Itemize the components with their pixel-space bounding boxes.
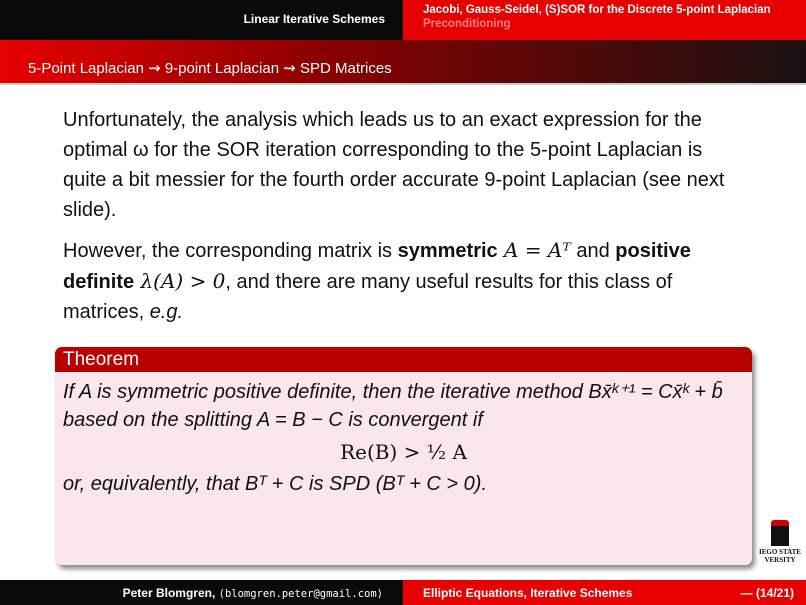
text: However, the corresponding matrix is: [63, 240, 398, 262]
text: and: [570, 240, 616, 262]
math: A = Aᵀ: [497, 238, 571, 262]
subsection-current[interactable]: Jacobi, Gauss-Seidel, (S)SOR for the Discrete 5-point Laplacian: [423, 4, 771, 16]
subsection-preconditioning[interactable]: Preconditioning: [423, 18, 511, 30]
theorem-body: [55, 372, 752, 565]
author-email: ⟨blomgren.peter@gmail.com⟩: [218, 588, 383, 600]
paragraph-2: [63, 235, 743, 327]
logo-text: IEGO STATE VERSITY: [759, 548, 801, 564]
math: λ(A) > 0: [134, 269, 226, 293]
footer-bar: [0, 580, 806, 605]
paragraph-1: Unfortunately, the analysis which leads us to an exact expression for the optimal ω for the SOR iteration corresponding to the 5-point Laplacian is quite a bit messier for the fourth order accurate 9-point Laplacian (see next slide).: [63, 109, 725, 221]
header-bar: [0, 0, 806, 40]
slide-body: [63, 105, 743, 337]
author-name: Peter Blomgren,: [122, 586, 219, 600]
theorem-statement: If A is symmetric positive definite, then the iterative method Bx̄ᵏ⁺¹ = Cx̄ᵏ + b̄ based on the splitting A = B − C is convergent if: [63, 381, 723, 431]
theorem-title: Theorem: [55, 347, 752, 372]
university-logo: [757, 520, 803, 566]
page-number: — (14/21): [740, 586, 794, 600]
theorem-equivalent: or, equivalently, that Bᵀ + C is SPD (Bᵀ + C > 0).: [63, 473, 488, 495]
footer-title: Elliptic Equations, Iterative Schemes: [423, 586, 633, 600]
eg: e.g.: [149, 301, 184, 323]
subsection-nav: [403, 0, 806, 40]
theorem-formula: Re(B) > ½ A: [340, 440, 467, 464]
bold-positive-definite: positive definite: [63, 240, 691, 293]
logo-mark: [771, 520, 789, 546]
theorem-block: [55, 347, 752, 565]
frame-title: 5-Point Laplacian ⇝ 9-point Laplacian ⇝ SPD Matrices: [0, 40, 806, 85]
bold-symmetric: symmetric: [397, 240, 498, 262]
footer-author: [0, 580, 403, 605]
section-link[interactable]: Linear Iterative Schemes: [0, 0, 403, 40]
text: , and there are many useful results for this class of matrices,: [63, 271, 673, 323]
